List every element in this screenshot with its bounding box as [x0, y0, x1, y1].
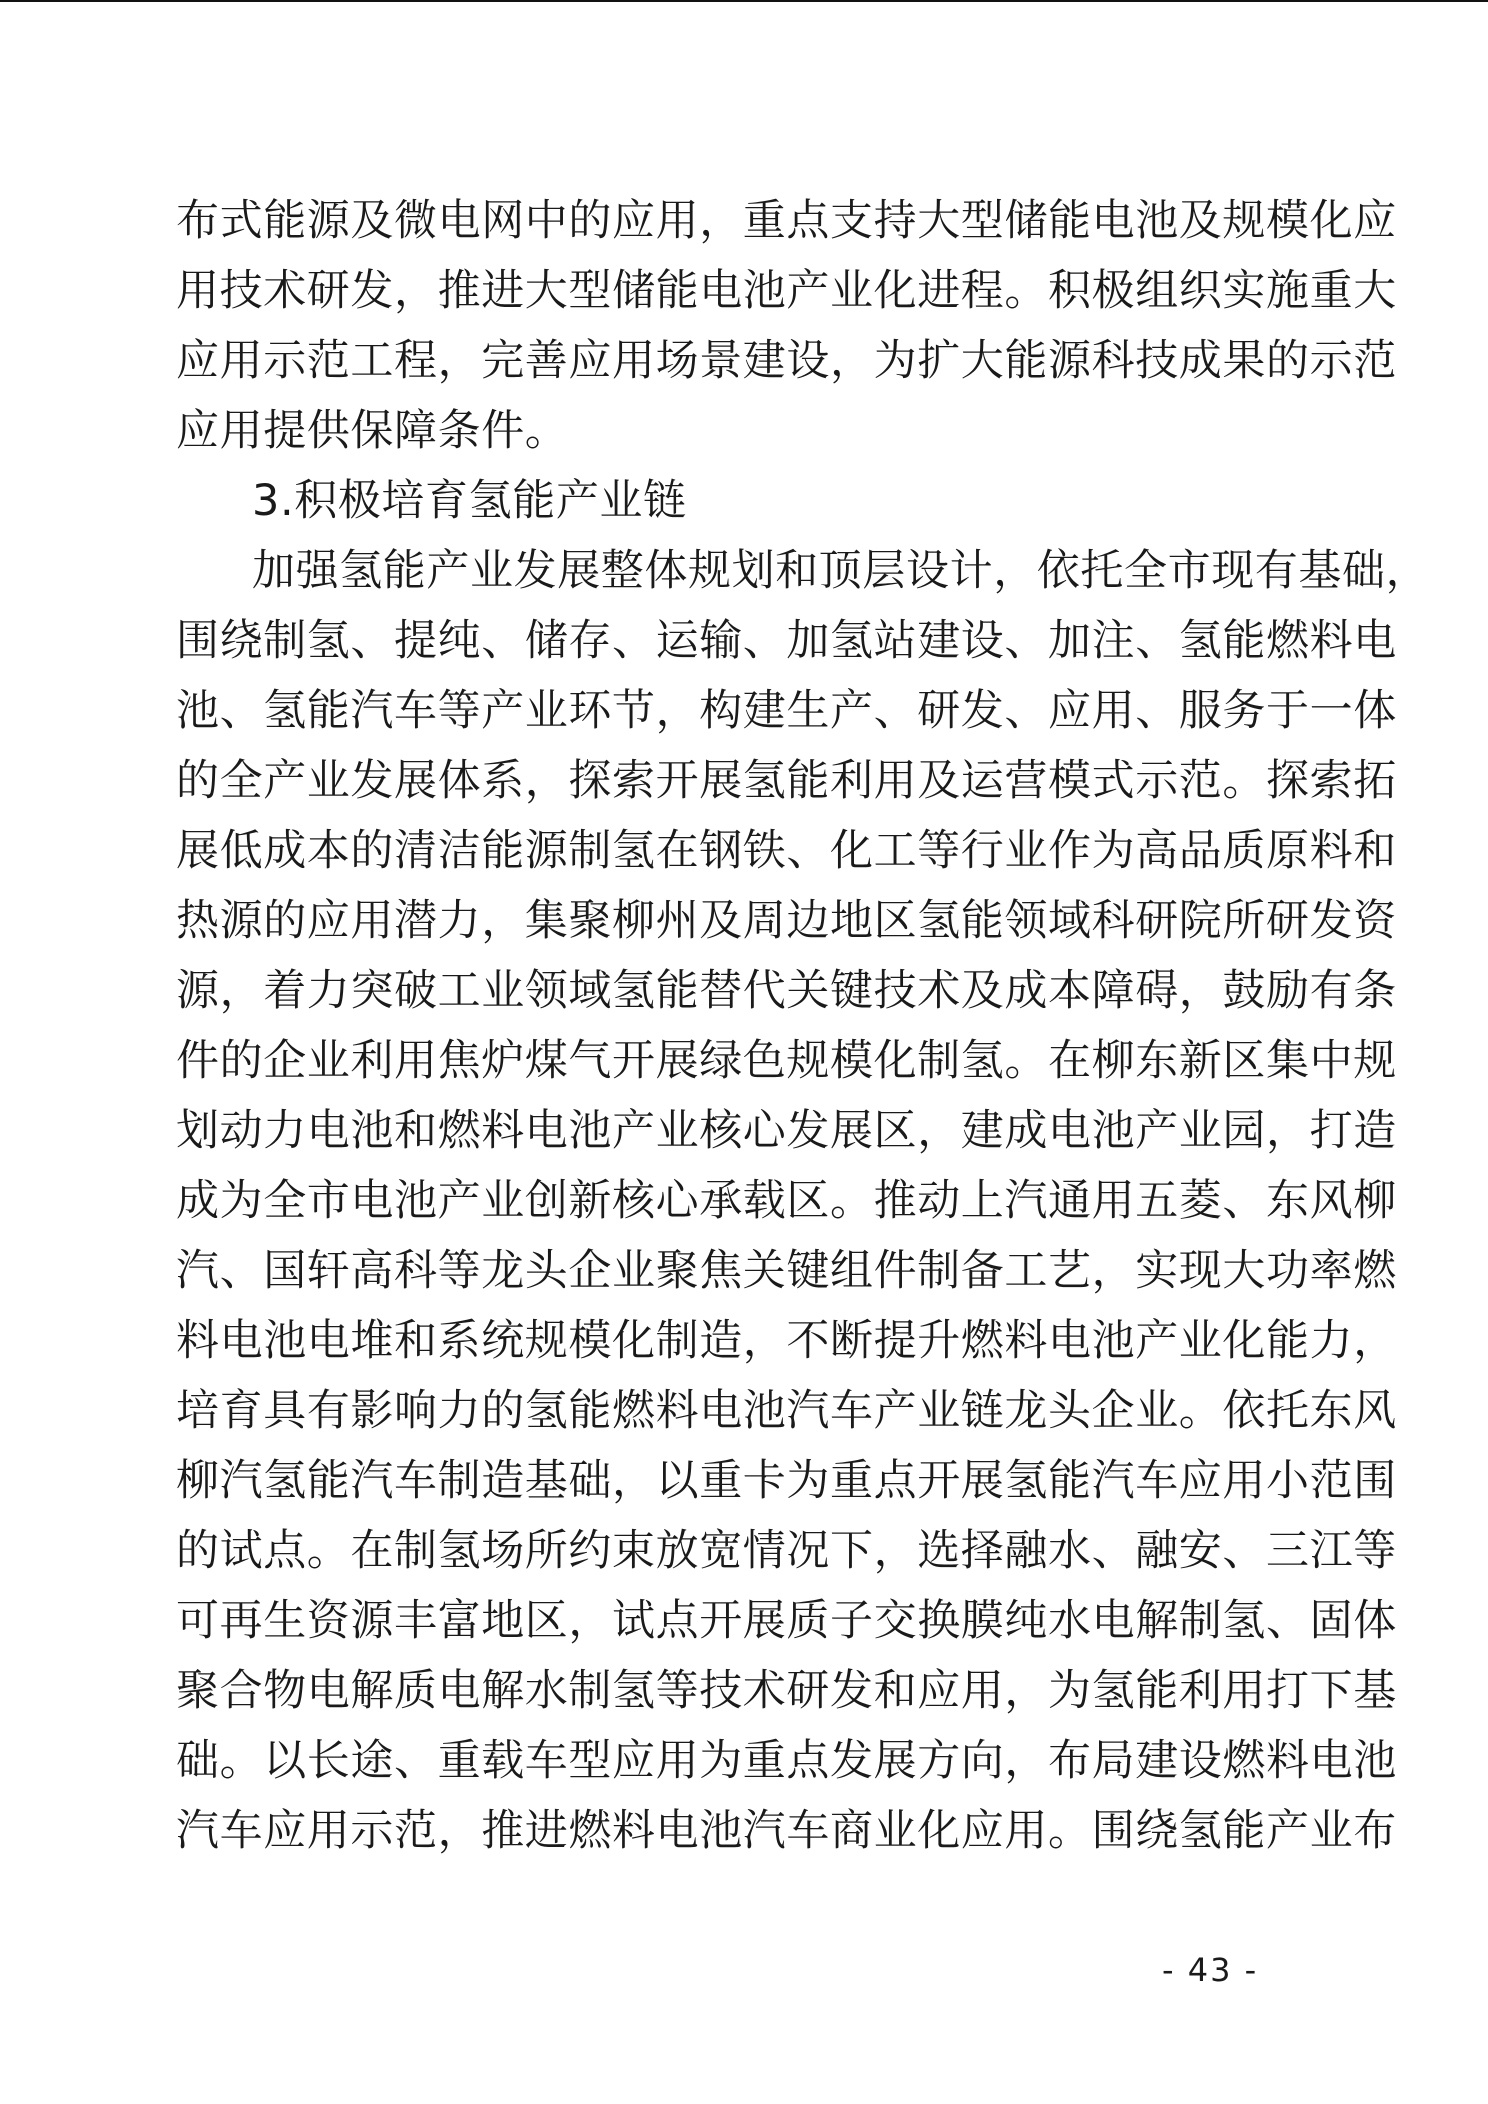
- text-line: 划动力电池和燃料电池产业核心发展区，建成电池产业园，打造: [176, 1106, 1397, 1156]
- text-line: 柳汽氢能汽车制造基础，以重卡为重点开展氢能汽车应用小范围: [176, 1456, 1397, 1506]
- section-heading: 3.积极培育氢能产业链: [252, 476, 687, 526]
- text-line: 的全产业发展体系，探索开展氢能利用及运营模式示范。探索拓: [176, 756, 1397, 806]
- text-line: 应用示范工程，完善应用场景建设，为扩大能源科技成果的示范: [176, 336, 1397, 386]
- text-line: 件的企业利用焦炉煤气开展绿色规模化制氢。在柳东新区集中规: [176, 1036, 1397, 1086]
- text-line: 培育具有影响力的氢能燃料电池汽车产业链龙头企业。依托东风: [176, 1386, 1397, 1436]
- text-line: 成为全市电池产业创新核心承载区。推动上汽通用五菱、东风柳: [176, 1176, 1397, 1226]
- paragraph-storage-applications: [176, 186, 1397, 466]
- text-line: 料电池电堆和系统规模化制造，不断提升燃料电池产业化能力，: [176, 1316, 1397, 1366]
- text-line: 用技术研发，推进大型储能电池产业化进程。积极组织实施重大: [176, 266, 1397, 316]
- text-line: 加强氢能产业发展整体规划和顶层设计，依托全市现有基础，: [252, 546, 1430, 596]
- text-line: 布式能源及微电网中的应用，重点支持大型储能电池及规模化应: [176, 196, 1397, 246]
- paragraph-hydrogen-industry: [176, 536, 1430, 1866]
- text-line: 汽车应用示范，推进燃料电池汽车商业化应用。围绕氢能产业布: [176, 1806, 1397, 1856]
- text-line: 汽、国轩高科等龙头企业聚焦关键组件制备工艺，实现大功率燃: [176, 1246, 1397, 1296]
- text-line: 展低成本的清洁能源制氢在钢铁、化工等行业作为高品质原料和: [176, 826, 1397, 876]
- text-line: 聚合物电解质电解水制氢等技术研发和应用，为氢能利用打下基: [176, 1666, 1397, 1716]
- text-line: 池、氢能汽车等产业环节，构建生产、研发、应用、服务于一体: [176, 686, 1397, 736]
- text-line: 可再生资源丰富地区，试点开展质子交换膜纯水电解制氢、固体: [176, 1596, 1397, 1646]
- text-line: 热源的应用潜力，集聚柳州及周边地区氢能领域科研院所研发资: [176, 896, 1397, 946]
- text-line: 的试点。在制氢场所约束放宽情况下，选择融水、融安、三江等: [176, 1526, 1397, 1576]
- text-line: 应用提供保障条件。: [176, 406, 569, 456]
- text-line: 源，着力突破工业领域氢能替代关键技术及成本障碍，鼓励有条: [176, 966, 1397, 1016]
- text-line: 围绕制氢、提纯、储存、运输、加氢站建设、加注、氢能燃料电: [176, 616, 1397, 666]
- top-border-line: [0, 0, 1488, 2]
- document-body: [176, 186, 1430, 1866]
- page-number: - 43 -: [1162, 1951, 1259, 1989]
- text-line: 础。以长途、重载车型应用为重点发展方向，布局建设燃料电池: [176, 1736, 1397, 1786]
